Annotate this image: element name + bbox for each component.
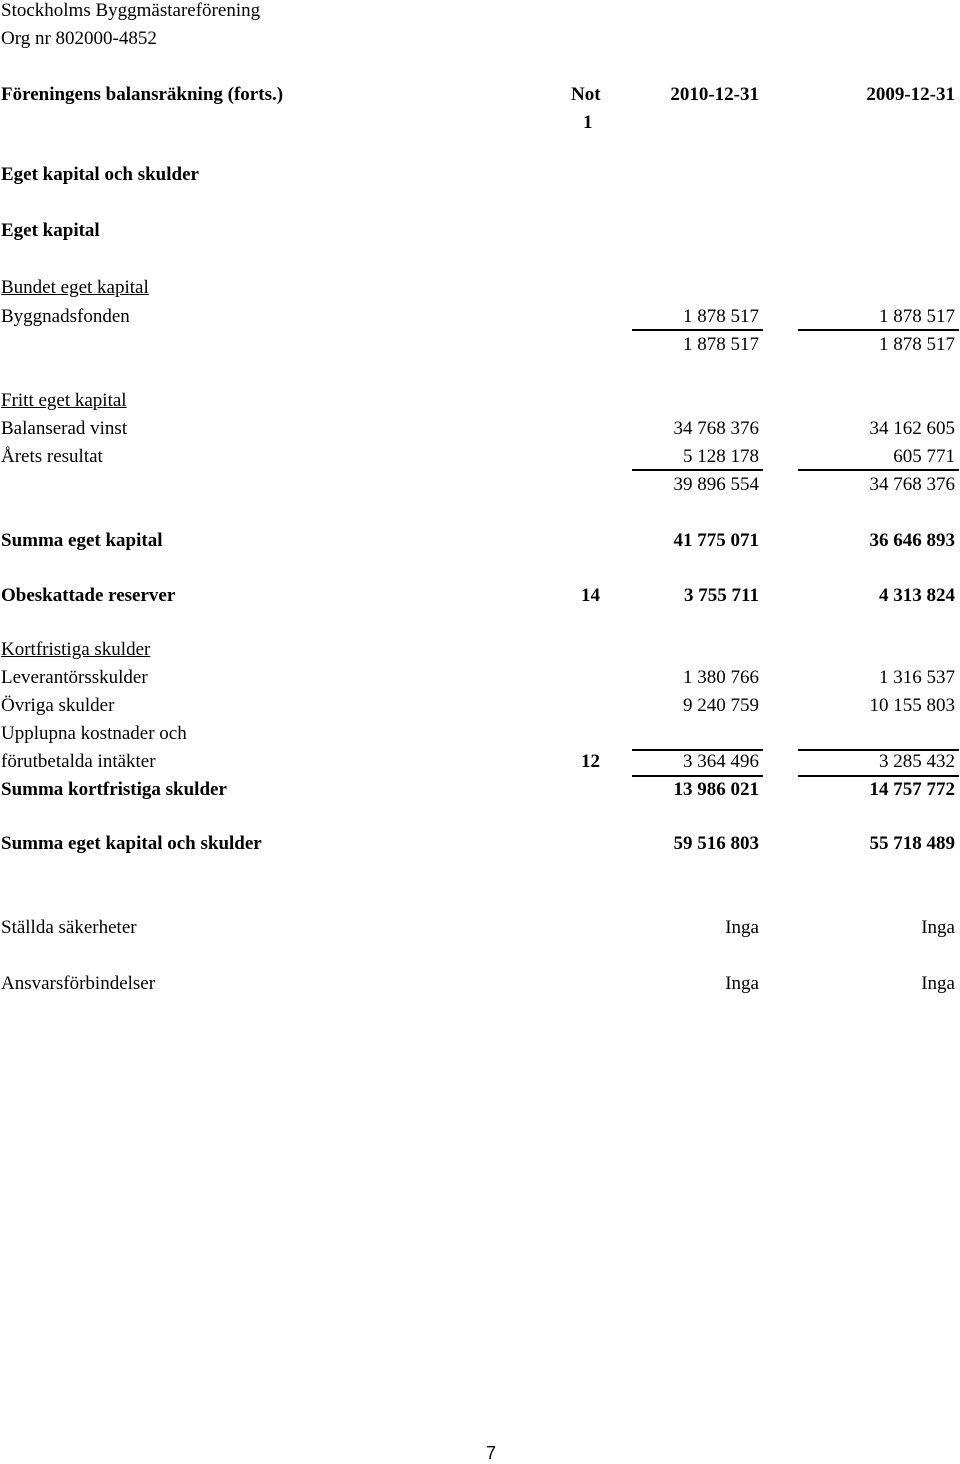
row-label-obeskattade-reserver: Obeskattade reserver <box>1 585 176 606</box>
value-2010-upplupna: 3 364 496 <box>683 751 759 772</box>
note-ref-upplupna: 12 <box>581 751 600 772</box>
value-2009-balanserad-vinst: 34 162 605 <box>869 418 955 439</box>
row-label-leverantorsskulder: Leverantörsskulder <box>1 667 148 688</box>
row-label-balanserad-vinst: Balanserad vinst <box>1 418 128 439</box>
subtotal-2009-unrestricted: 34 768 376 <box>869 474 955 495</box>
value-2009-upplupna: 3 285 432 <box>879 751 955 772</box>
section-heading-equity: Eget kapital <box>1 220 100 241</box>
sum-rule <box>632 469 763 471</box>
value-2009-byggnadsfonden: 1 878 517 <box>879 306 955 327</box>
organization-number: Org nr 802000-4852 <box>1 28 157 49</box>
row-label-arets-resultat: Årets resultat <box>1 446 103 467</box>
subsection-short-term-liabilities: Kortfristiga skulder <box>1 639 151 660</box>
organization-name: Stockholms Byggmästareförening <box>1 0 261 21</box>
section-heading-equity-and-liabilities: Eget kapital och skulder <box>1 164 199 185</box>
row-label-ansvarsforbindelser: Ansvarsförbindelser <box>1 973 156 994</box>
value-2010-ovriga-skulder: 9 240 759 <box>683 695 759 716</box>
note-column-header-number: 1 <box>583 112 593 133</box>
value-2009-obeskattade-reserver: 4 313 824 <box>879 585 955 606</box>
value-2010-summa-kortfristiga-skulder: 13 986 021 <box>673 779 759 800</box>
value-2010-obeskattade-reserver: 3 755 711 <box>684 585 759 606</box>
value-2010-balanserad-vinst: 34 768 376 <box>673 418 759 439</box>
sum-rule <box>798 775 959 777</box>
value-2010-summa-eget-kapital: 41 775 071 <box>673 530 759 551</box>
value-2009-arets-resultat: 605 771 <box>893 446 955 467</box>
row-label-upplupna-line2: förutbetalda intäkter <box>1 751 156 772</box>
sum-rule <box>798 469 959 471</box>
row-label-summa-total: Summa eget kapital och skulder <box>1 833 262 854</box>
sum-rule <box>632 329 763 331</box>
value-2010-summa-total: 59 516 803 <box>673 833 759 854</box>
value-2009-leverantorsskulder: 1 316 537 <box>879 667 955 688</box>
subtotal-2009-restricted: 1 878 517 <box>879 334 955 355</box>
sum-rule <box>632 775 763 777</box>
row-label-byggnadsfonden: Byggnadsfonden <box>1 306 130 327</box>
sum-rule <box>798 329 959 331</box>
value-2009-ansvarsforbindelser: Inga <box>921 973 955 994</box>
row-label-upplupna-line1: Upplupna kostnader och <box>1 723 187 744</box>
value-2009-summa-total: 55 718 489 <box>869 833 955 854</box>
note-column-header: Not <box>571 84 601 105</box>
subsection-restricted-equity: Bundet eget kapital <box>1 277 149 298</box>
row-label-stallda-sakerheter: Ställda säkerheter <box>1 917 137 938</box>
subsection-unrestricted-equity: Fritt eget kapital <box>1 390 127 411</box>
row-label-summa-eget-kapital: Summa eget kapital <box>1 530 163 551</box>
value-2010-ansvarsforbindelser: Inga <box>725 973 759 994</box>
subtotal-2010-unrestricted: 39 896 554 <box>673 474 759 495</box>
column-header-2009: 2009-12-31 <box>866 84 955 105</box>
subtotal-2010-restricted: 1 878 517 <box>683 334 759 355</box>
page-title: Föreningens balansräkning (forts.) <box>1 84 284 105</box>
value-2010-byggnadsfonden: 1 878 517 <box>683 306 759 327</box>
page-number: 7 <box>486 1443 497 1463</box>
value-2010-arets-resultat: 5 128 178 <box>683 446 759 467</box>
value-2009-summa-kortfristiga-skulder: 14 757 772 <box>869 779 955 800</box>
value-2009-ovriga-skulder: 10 155 803 <box>869 695 955 716</box>
column-header-2010: 2010-12-31 <box>670 84 759 105</box>
value-2010-leverantorsskulder: 1 380 766 <box>683 667 759 688</box>
value-2009-stallda-sakerheter: Inga <box>921 917 955 938</box>
row-label-ovriga-skulder: Övriga skulder <box>1 695 115 716</box>
note-ref-obeskattade-reserver: 14 <box>581 585 600 606</box>
value-2010-stallda-sakerheter: Inga <box>725 917 759 938</box>
value-2009-summa-eget-kapital: 36 646 893 <box>869 530 955 551</box>
row-label-summa-kortfristiga-skulder: Summa kortfristiga skulder <box>1 779 227 800</box>
